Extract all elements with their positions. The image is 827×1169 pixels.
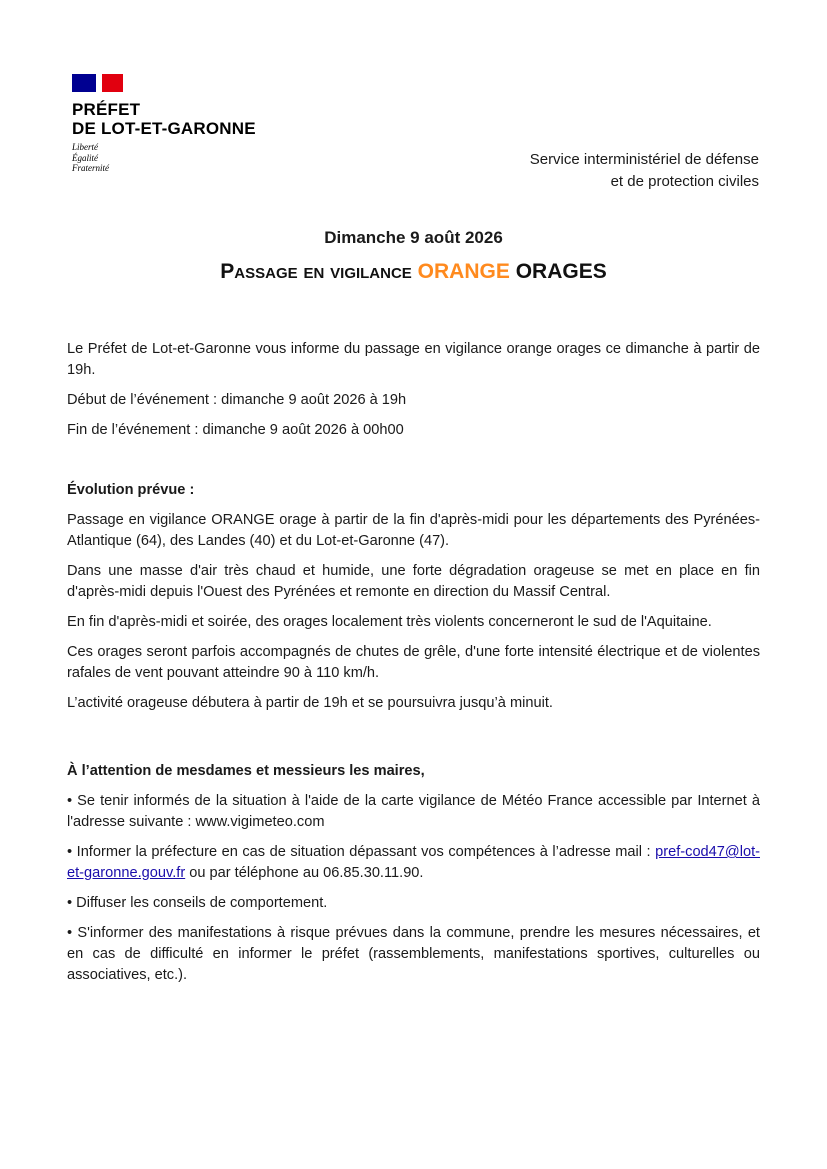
devise <box>72 142 312 174</box>
maires-heading: À l’attention de mesdames et messieurs les maires, <box>67 763 425 779</box>
evolution-paragraph: Passage en vigilance ORANGE orage à partir de la fin d'après-midi pour les départements des Pyrénées-Atlantique (64), des Landes (40) et du Lot-et-Garonne (47). <box>67 512 760 549</box>
email-link[interactable]: pref-cod47@lot-et-garonne.gouv.fr <box>67 844 760 881</box>
service-line1: Service interministériel de défense <box>529 151 759 168</box>
bullet2-text: • Informer la préfecture en cas de situation dépassant vos compétences à l’adresse mail : <box>67 844 656 860</box>
title-orange: ORANGE <box>417 260 510 283</box>
document-date: Dimanche 9 août 2026 <box>324 228 503 247</box>
evolution-paragraph: En fin d'après-midi et soirée, des orages localement très violents concerneront le sud de l'Aquitaine. <box>67 614 712 630</box>
document-title <box>0 260 827 284</box>
maires-bullet <box>67 842 760 884</box>
maires-bullet: • Diffuser les conseils de comportement. <box>67 895 328 911</box>
service-line2: et de protection civiles <box>610 173 759 190</box>
document-body <box>67 339 760 995</box>
intro-paragraph: Le Préfet de Lot-et-Garonne vous informe du passage en vigilance orange orages ce dimanche à partir de 19h. <box>67 341 760 378</box>
title-part1: Passage en vigilance <box>220 260 412 283</box>
devise-liberte: Liberté <box>72 142 98 152</box>
title-orages: ORAGES <box>515 260 607 283</box>
fin-evenement: Fin de l’événement : dimanche 9 août 2026 à 00h00 <box>67 422 404 438</box>
bullet2-phone: ou par téléphone au 06.85.30.11.90. <box>185 865 424 881</box>
evolution-paragraph: L’activité orageuse débutera à partir de 19h et se poursuivra jusqu’à minuit. <box>67 695 553 711</box>
evolution-paragraph: Ces orages seront parfois accompagnés de chutes de grêle, d'une forte intensité électrique et de violentes rafales de vent pouvant atteindre 90 à 110 km/h. <box>67 644 760 681</box>
devise-egalite: Égalité <box>72 152 98 163</box>
prefet-line2: DE LOT-ET-GARONNE <box>72 119 256 138</box>
prefet-line1: PRÉFET <box>72 100 141 119</box>
prefet-name <box>72 100 312 138</box>
evolution-paragraph: Dans une masse d'air très chaud et humide, une forte dégradation orageuse se met en place en fin d'après-midi depuis l'Ouest des Pyrénées et remonte en direction du Massif Central. <box>67 563 760 600</box>
evolution-heading: Évolution prévue : <box>67 482 195 498</box>
prefet-logo <box>72 74 312 174</box>
maires-bullet: • Se tenir informés de la situation à l'aide de la carte vigilance de Météo France accessible par Internet à l'adresse suivante : www.vigimeteo.com <box>67 793 760 830</box>
maires-bullet: • S'informer des manifestations à risque prévues dans la commune, prendre les mesures nécessaires, et en cas de difficulté en informer le préfet (rassemblements, manifestations sportives, culturelles ou associatives, etc.). <box>67 925 760 983</box>
devise-fraternite: Fraternité <box>72 163 109 173</box>
service-header <box>530 149 759 193</box>
marianne-flag-icon <box>72 74 123 92</box>
debut-evenement: Début de l’événement : dimanche 9 août 2026 à 19h <box>67 392 407 408</box>
